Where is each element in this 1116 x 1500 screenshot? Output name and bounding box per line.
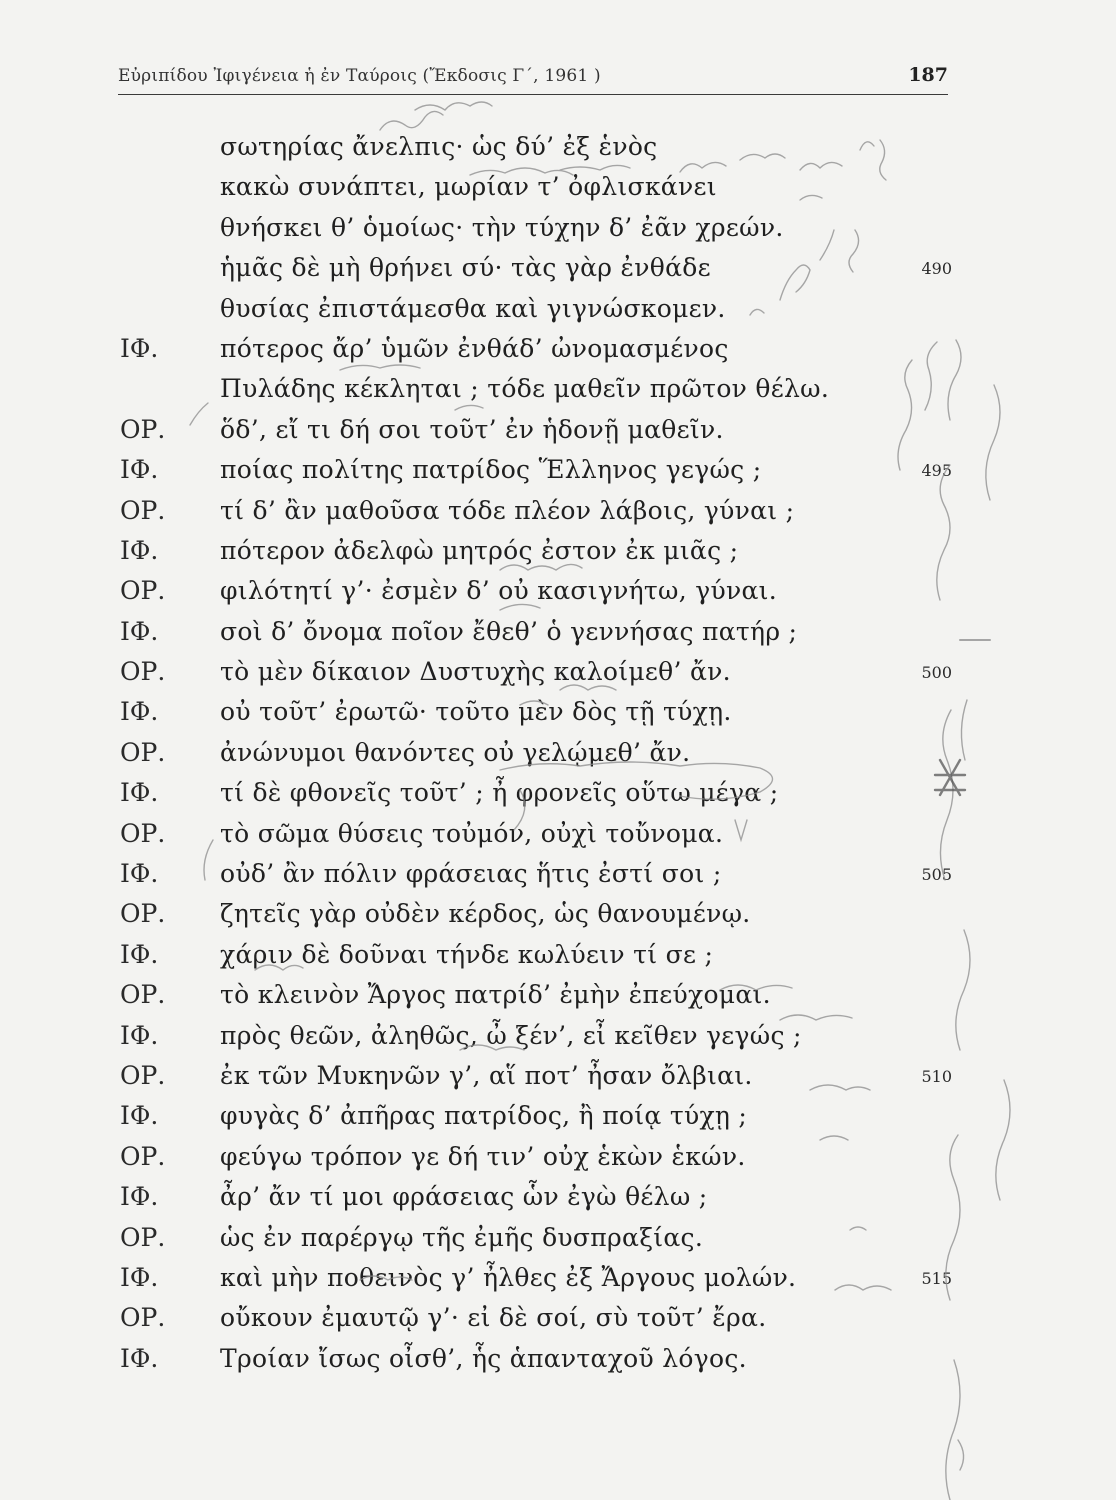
verse-line: [0, 1180, 1116, 1220]
verse-line: [0, 211, 1116, 251]
verse-line: [0, 251, 1116, 291]
annotation-scribble: [958, 1440, 964, 1470]
verse-text: ποίας πολίτης πατρίδος Ἕλληνος γεγώς ;: [220, 455, 762, 485]
verse-line: [0, 736, 1116, 776]
line-number: 510: [921, 1066, 952, 1086]
verse-text: χάριν δὲ δοῦναι τήνδε κωλύειν τί σε ;: [220, 939, 714, 969]
speaker-label: ΙΦ.: [120, 697, 159, 727]
verse-line: [0, 1301, 1116, 1341]
verse-text: ἡμᾶς δὲ μὴ θρήνει σύ· τὰς γὰρ ἐνθάδε: [220, 253, 711, 283]
verse-line: [0, 372, 1116, 412]
verse-text: φιλότητί γ’· ἐσμὲν δ’ οὐ κασιγνήτω, γύναι.: [220, 576, 777, 606]
speaker-label: ΟΡ.: [120, 818, 166, 848]
verse-line: [0, 1099, 1116, 1139]
verse-text: φυγὰς δ’ ἀπῆρας πατρίδος, ἢ ποίᾳ τύχῃ ;: [220, 1101, 748, 1131]
verse-text: τί δ’ ἂν μαθοῦσα τόδε πλέον λάβοις, γύναι ;: [220, 495, 795, 525]
speaker-label: ΙΦ.: [120, 1343, 159, 1373]
verse-line: [0, 1221, 1116, 1261]
verse-line: [0, 413, 1116, 453]
verse-line: [0, 574, 1116, 614]
verse-text: τὸ κλεινὸν Ἄργος πατρίδ’ ἐμὴν ἐπεύχομαι.: [220, 980, 771, 1010]
annotation-scribble: [415, 102, 492, 110]
verse-line: [0, 776, 1116, 816]
speaker-label: ΙΦ.: [120, 616, 159, 646]
verse-line: [0, 978, 1116, 1018]
speaker-label: ΟΡ.: [120, 414, 166, 444]
running-head: [118, 64, 948, 95]
verse-line: [0, 534, 1116, 574]
verse-line: [0, 1019, 1116, 1059]
verse-text: Τροίαν ἴσως οἶσθ’, ἧς ἁπανταχοῦ λόγος.: [220, 1343, 747, 1373]
line-number: 490: [921, 259, 952, 279]
verse-text: ὡς ἐν παρέργῳ τῆς ἐμῆς δυσπραξίας.: [220, 1222, 704, 1252]
line-number: 505: [921, 865, 952, 885]
verse-text: θυσίας ἐπιστάμεσθα καὶ γιγνώσκομεν.: [220, 293, 726, 323]
verse-line: [0, 1342, 1116, 1382]
speaker-label: ΟΡ.: [120, 737, 166, 767]
verse-text: πότερος ἄρ’ ὑμῶν ἐνθάδ’ ὠνομασμένος: [220, 333, 729, 363]
verse-line: [0, 1140, 1116, 1180]
verse-text: ἐκ τῶν Μυκηνῶν γ’, αἵ ποτ’ ἦσαν ὄλβιαι.: [220, 1060, 753, 1090]
verse-line: [0, 897, 1116, 937]
speaker-label: ΙΦ.: [120, 455, 159, 485]
verse-text: Πυλάδης κέκληται ; τόδε μαθεῖν πρῶτον θέλω.: [220, 374, 830, 404]
verse-text: σωτηρίας ἄνελπις· ὡς δύ’ ἐξ ἑνὸς: [220, 132, 658, 161]
verse-text: τί δὲ φθονεῖς τοῦτ’ ; ἦ φρονεῖς οὕτω μέγα ;: [220, 778, 779, 808]
line-number: 495: [921, 461, 952, 481]
verse-text: ἆρ’ ἄν τί μοι φράσειας ὧν ἐγὼ θέλω ;: [220, 1182, 708, 1212]
verse-line: [0, 292, 1116, 332]
verse-line: [0, 332, 1116, 372]
speaker-label: ΙΦ.: [120, 778, 159, 808]
verse-text: οὔκουν ἐμαυτῷ γ’· εἰ δὲ σοί, σὺ τοῦτ’ ἔρα.: [220, 1303, 767, 1333]
annotation-scribble: [380, 111, 443, 130]
verse-line: [0, 170, 1116, 210]
speaker-label: ΙΦ.: [120, 333, 159, 363]
line-number: 500: [921, 663, 952, 683]
verse-block: [0, 130, 1116, 1382]
speaker-label: ΟΡ.: [120, 657, 166, 687]
running-head-title: Εὐριπίδου Ἰφιγένεια ἡ ἐν Ταύροις (Ἔκδοσις Γ΄, 1961 ): [118, 66, 601, 86]
verse-text: κακὼ συνάπτει, μωρίαν τ’ ὀφλισκάνει: [220, 172, 717, 202]
verse-line: [0, 817, 1116, 857]
verse-text: πρὸς θεῶν, ἀληθῶς, ὦ ξέν’, εἶ κεῖθεν γεγώς ;: [220, 1020, 802, 1050]
verse-text: καὶ μὴν ποθεινὸς γ’ ἦλθες ἐξ Ἄργους μολών.: [220, 1262, 797, 1292]
line-number: 515: [921, 1268, 952, 1288]
speaker-label: ΙΦ.: [120, 1020, 159, 1050]
verse-text: ζητεῖς γὰρ οὐδὲν κέρδος, ὡς θανουμένῳ.: [220, 899, 751, 929]
verse-text: ὅδ’, εἴ τι δή σοι τοῦτ’ ἐν ἡδονῇ μαθεῖν.: [220, 414, 724, 444]
verse-line: [0, 615, 1116, 655]
verse-line: [0, 1261, 1116, 1301]
verse-line: [0, 857, 1116, 897]
speaker-label: ΙΦ.: [120, 939, 159, 969]
speaker-label: ΙΦ.: [120, 1101, 159, 1131]
speaker-label: ΟΡ.: [120, 980, 166, 1010]
verse-text: φεύγω τρόπον γε δή τιν’ οὐχ ἑκὼν ἑκών.: [220, 1141, 746, 1171]
speaker-label: ΟΡ.: [120, 1141, 166, 1171]
verse-line: [0, 130, 1116, 170]
verse-text: οὐ τοῦτ’ ἐρωτῶ· τοῦτο μὲν δὸς τῇ τύχῃ.: [220, 697, 732, 727]
speaker-label: ΟΡ.: [120, 495, 166, 525]
verse-text: τὸ μὲν δίκαιον Δυστυχὴς καλοίμεθ’ ἄν.: [220, 657, 731, 687]
speaker-label: ΙΦ.: [120, 859, 159, 889]
verse-line: [0, 655, 1116, 695]
verse-text: τὸ σῶμα θύσεις τοὐμόν, οὐχὶ τοὔνομα.: [220, 818, 724, 848]
page-number: 187: [908, 64, 948, 86]
speaker-label: ΙΦ.: [120, 535, 159, 565]
verse-text: θνήσκει θ’ ὁμοίως· τὴν τύχην δ’ ἐᾶν χρεών.: [220, 212, 784, 242]
verse-line: [0, 938, 1116, 978]
speaker-label: ΟΡ.: [120, 1060, 166, 1090]
verse-line: [0, 453, 1116, 493]
verse-text: πότερον ἀδελφὼ μητρός ἐστον ἐκ μιᾶς ;: [220, 535, 739, 565]
speaker-label: ΟΡ.: [120, 1222, 166, 1252]
verse-line: [0, 1059, 1116, 1099]
verse-text: οὐδ’ ἂν πόλιν φράσειας ἥτις ἐστί σοι ;: [220, 859, 722, 889]
verse-text: ἀνώνυμοι θανόντες οὐ γελῴμεθ’ ἄν.: [220, 737, 691, 767]
verse-line: [0, 494, 1116, 534]
speaker-label: ΟΡ.: [120, 576, 166, 606]
speaker-label: ΙΦ.: [120, 1262, 159, 1292]
speaker-label: ΟΡ.: [120, 899, 166, 929]
speaker-label: ΙΦ.: [120, 1182, 159, 1212]
verse-line: [0, 695, 1116, 735]
speaker-label: ΟΡ.: [120, 1303, 166, 1333]
verse-text: σοὶ δ’ ὄνομα ποῖον ἔθεθ’ ὁ γεννήσας πατήρ ;: [220, 616, 798, 646]
